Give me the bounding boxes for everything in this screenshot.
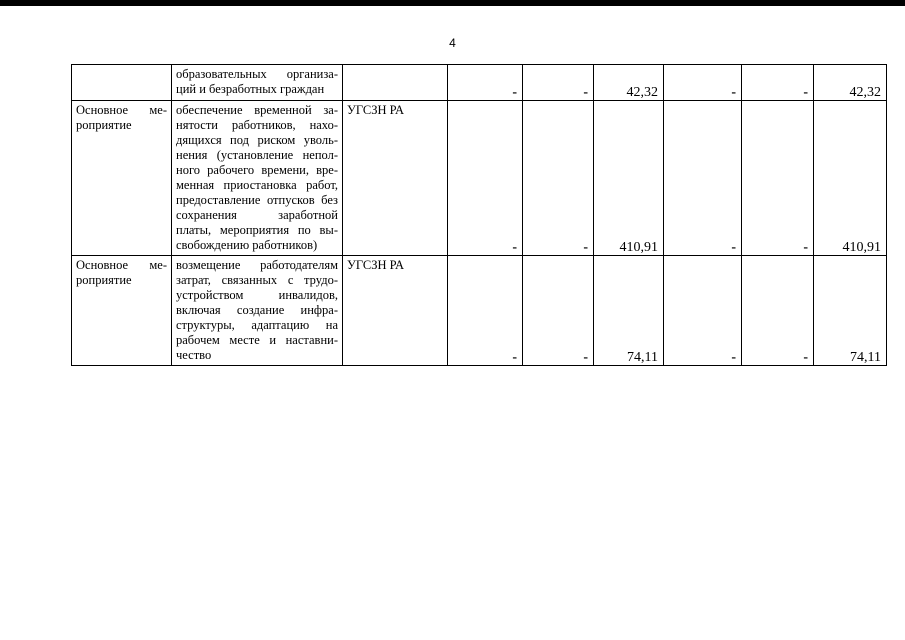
event-description-cell: возмещение работодателям затрат, связанных с трудо-устройством инвалидов, включая создание инфра-структуры, адаптацию на рабочем месте и наставни-чество bbox=[172, 256, 343, 366]
value-cell: - bbox=[523, 101, 594, 256]
value-cell: - bbox=[523, 256, 594, 366]
table-row bbox=[72, 101, 887, 256]
total-cell: 74,11 bbox=[814, 256, 887, 366]
responsible-cell: УГСЗН РА bbox=[343, 101, 448, 256]
table-row bbox=[72, 256, 887, 366]
value-cell: - bbox=[448, 256, 523, 366]
responsible-cell: УГСЗН РА bbox=[343, 256, 448, 366]
value-cell: - bbox=[742, 65, 814, 101]
value-cell: 74,11 bbox=[594, 256, 664, 366]
value-cell: - bbox=[664, 101, 742, 256]
value-cell: - bbox=[523, 65, 594, 101]
event-type-cell: Основное ме-роприятие bbox=[72, 256, 172, 366]
scan-border bbox=[0, 0, 905, 6]
total-cell: 410,91 bbox=[814, 101, 887, 256]
value-cell: - bbox=[664, 256, 742, 366]
event-type-cell bbox=[72, 65, 172, 101]
value-cell: - bbox=[448, 101, 523, 256]
event-description-cell: образовательных организа-ций и безработных граждан bbox=[172, 65, 343, 101]
value-cell: - bbox=[742, 101, 814, 256]
value-cell: 42,32 bbox=[594, 65, 664, 101]
responsible-cell bbox=[343, 65, 448, 101]
page-number: 4 bbox=[449, 36, 456, 50]
value-cell: - bbox=[664, 65, 742, 101]
total-cell: 42,32 bbox=[814, 65, 887, 101]
program-table bbox=[71, 64, 887, 366]
event-type-cell: Основное ме-роприятие bbox=[72, 101, 172, 256]
event-description-cell: обеспечение временной за-нятости работников, нахо-дящихся под риском уволь-нения (установление непол-ного рабочего времени, вре-менная приостановка работ, предоставление отпусков без сохранения заработной платы, мероприятия по вы-свобождению работников) bbox=[172, 101, 343, 256]
table-row bbox=[72, 65, 887, 101]
value-cell: 410,91 bbox=[594, 101, 664, 256]
value-cell: - bbox=[742, 256, 814, 366]
value-cell: - bbox=[448, 65, 523, 101]
